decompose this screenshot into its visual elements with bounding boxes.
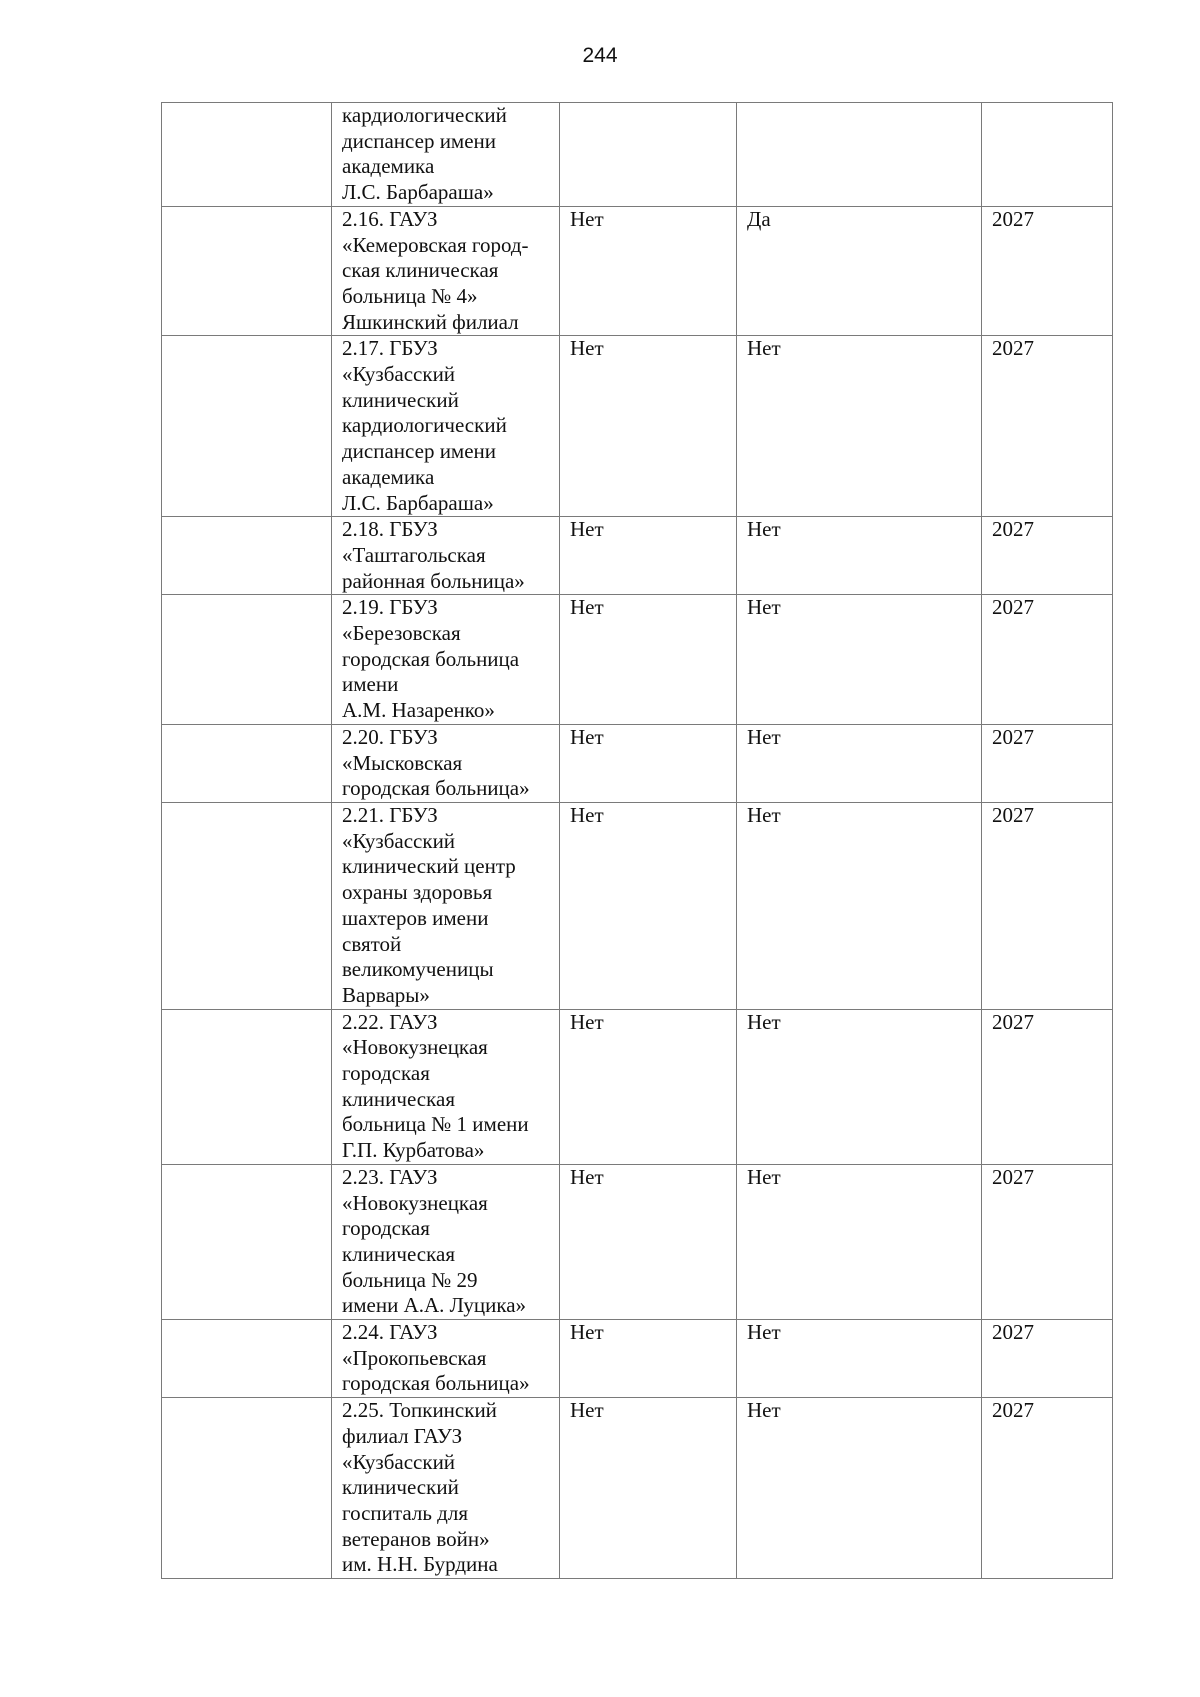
value-cell: Нет [560,517,737,595]
table-row [162,1398,1113,1579]
table-body [162,103,1113,1579]
empty-cell [162,336,332,517]
year-cell: 2027 [982,517,1113,595]
empty-cell [162,206,332,336]
institution-cell: 2.24. ГАУЗ «Прокопьевская городская больница» [332,1320,560,1398]
empty-cell [162,802,332,1009]
value-cell: Нет [560,595,737,725]
empty-cell [162,595,332,725]
empty-cell [162,1164,332,1319]
value-cell: Нет [560,1164,737,1319]
empty-cell [162,1320,332,1398]
value-cell: Нет [560,206,737,336]
value-cell: Нет [737,1164,982,1319]
institution-cell: кардиологический диспансер имени академика Л.С. Барбараша» [332,103,560,207]
value-cell: Нет [560,724,737,802]
value-cell: Нет [737,1398,982,1579]
empty-cell [162,103,332,207]
year-cell: 2027 [982,1009,1113,1164]
table-row [162,103,1113,207]
institution-cell: 2.23. ГАУЗ «Новокузнецкая городская клиническая больница № 29 имени А.А. Луцика» [332,1164,560,1319]
institution-cell: 2.22. ГАУЗ «Новокузнецкая городская клиническая больница № 1 имени Г.П. Курбатова» [332,1009,560,1164]
institution-cell: 2.19. ГБУЗ «Березовская городская больница имени А.М. Назаренко» [332,595,560,725]
year-cell: 2027 [982,802,1113,1009]
value-cell: Нет [737,802,982,1009]
table-row [162,206,1113,336]
institution-cell: 2.17. ГБУЗ «Кузбасский клинический кардиологический диспансер имени академика Л.С. Барбараша» [332,336,560,517]
institution-cell: 2.25. Топкинский филиал ГАУЗ «Кузбасский клинический госпиталь для ветеранов войн» им. Н.Н. Бурдина [332,1398,560,1579]
value-cell: Нет [560,1009,737,1164]
institution-cell: 2.18. ГБУЗ «Таштагольская районная больница» [332,517,560,595]
empty-cell [162,1009,332,1164]
value-cell: Нет [737,336,982,517]
value-cell [560,103,737,207]
value-cell: Нет [737,1009,982,1164]
value-cell: Нет [737,1320,982,1398]
table-row [162,517,1113,595]
table-row [162,1009,1113,1164]
year-cell: 2027 [982,1320,1113,1398]
table-row [162,1320,1113,1398]
value-cell: Нет [560,336,737,517]
institution-cell: 2.20. ГБУЗ «Мысковская городская больница» [332,724,560,802]
empty-cell [162,1398,332,1579]
year-cell [982,103,1113,207]
table-row [162,336,1113,517]
document-table [161,102,1113,1579]
value-cell: Нет [560,1398,737,1579]
year-cell: 2027 [982,1164,1113,1319]
value-cell [737,103,982,207]
institution-cell: 2.16. ГАУЗ «Кемеровская город- ская клиническая больница № 4» Яшкинский филиал [332,206,560,336]
institution-cell: 2.21. ГБУЗ «Кузбасский клинический центр охраны здоровья шахтеров имени святой великомученицы Варвары» [332,802,560,1009]
table-row [162,724,1113,802]
value-cell: Нет [737,517,982,595]
table-row [162,595,1113,725]
value-cell: Нет [560,802,737,1009]
table-row [162,802,1113,1009]
empty-cell [162,517,332,595]
empty-cell [162,724,332,802]
value-cell: Да [737,206,982,336]
year-cell: 2027 [982,206,1113,336]
year-cell: 2027 [982,595,1113,725]
value-cell: Нет [737,724,982,802]
year-cell: 2027 [982,724,1113,802]
year-cell: 2027 [982,1398,1113,1579]
page-number: 244 [582,44,618,67]
value-cell: Нет [560,1320,737,1398]
table-row [162,1164,1113,1319]
value-cell: Нет [737,595,982,725]
year-cell: 2027 [982,336,1113,517]
